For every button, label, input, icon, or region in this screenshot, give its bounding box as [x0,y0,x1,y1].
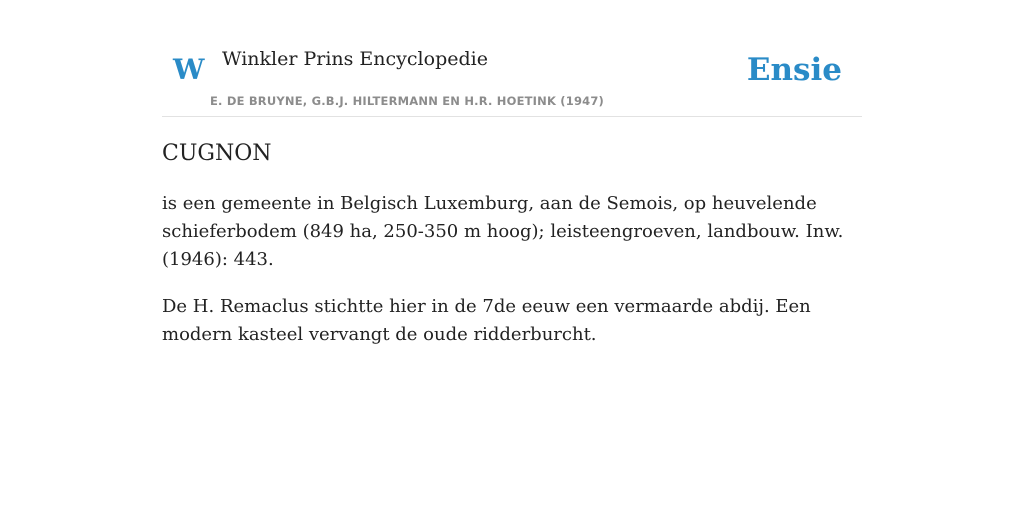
article-paragraph-2: De H. Remaclus stichtte hier in de 7de eeuw een vermaarde abdij. Een modern kasteel vervangt de oude ridderburcht. [162,296,811,345]
article-headword: CUGNON [162,141,272,166]
article-body [162,136,862,349]
publication-title[interactable]: Winkler Prins Encyclopedie [222,48,488,70]
article-paragraph-1: is een gemeente in Belgisch Luxemburg, aan de Semois, op heuvelende schieferbodem (849 ha, 250-350 m hoog); leisteengroeven, landbouw. Inw. (1946): 443. [162,193,844,270]
encyclopedia-logo[interactable]: W [173,53,205,86]
publication-header [162,0,862,117]
ensie-brand-logo[interactable]: Ensie [746,52,842,88]
publication-authors: E. DE BRUYNE, G.B.J. HILTERMANN EN H.R. HOETINK (1947) [210,94,605,108]
